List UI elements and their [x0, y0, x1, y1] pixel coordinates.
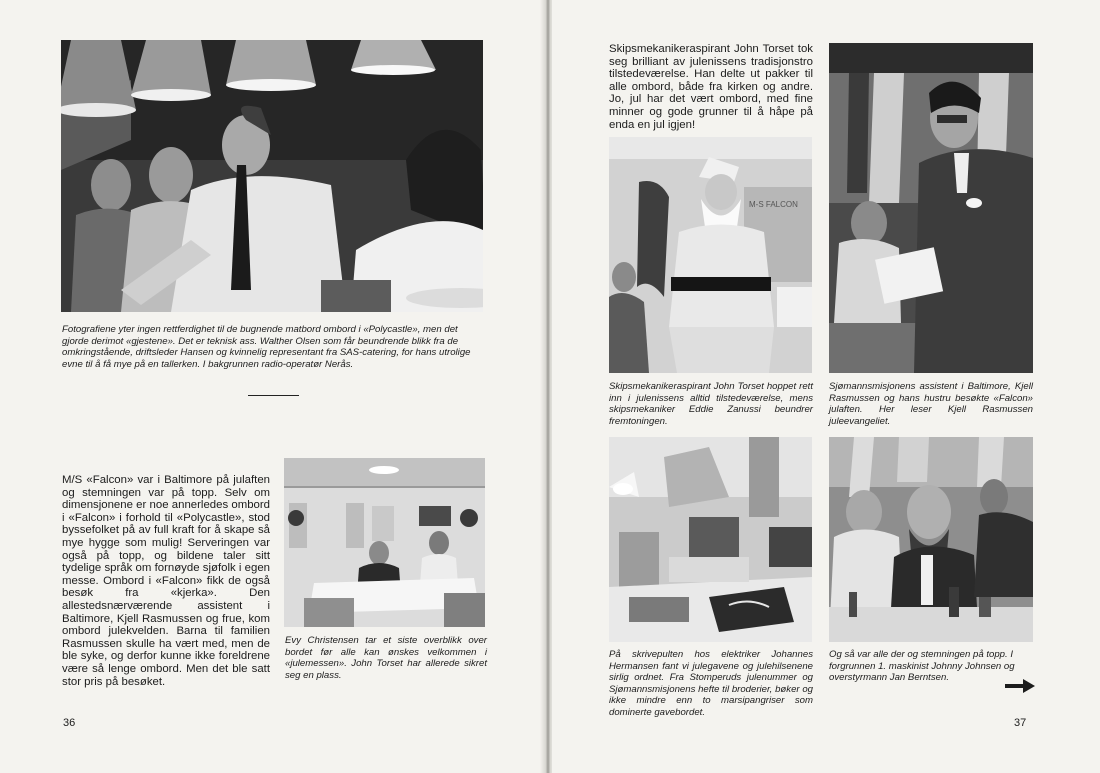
santa-intro-text: Skipsmekanikeraspirant John Torset tok seg brilliant av julenissens tradisjonstro tilstedeværelse. Han delte ut pakker til alle ombord, både fra kirken og andre. Jo, jul har det vært ombord, med fine minner og gode grunner til å håpe på enda en jul igjen!: [609, 43, 813, 131]
party-photo-caption: Og så var alle der og stemningen på topp. I forgrunnen 1. maskinist Johnny Johnsen og overstyrmann Jan Berntsen.: [829, 649, 1015, 684]
section-divider: [248, 395, 299, 396]
buffet-photo: [61, 40, 483, 312]
desk-photo-caption: På skrivepulten hos elektriker Johannes Hermansen fant vi julegavene og julehilsenene sirlig ordnet. Fra Stomperuds julenummer og Sjømannsmisjonens hefte til broderier, bøker og ikke mindre enn to marsipangriser som dominerte gavebordet.: [609, 649, 813, 718]
santa-photo: [609, 137, 812, 373]
falcon-article: M/S «Falcon» var i Baltimore på julaften og stemningen var på topp. Selv om dimensjonene er noe annerledes ombord i «Falcon» i forhold til «Polycastle», stod byssefolket på av full kraft for å skape så mye hygge som mulig! Serveringen var også på topp, og bildene taler sitt tydelige språk om fornøyde sjøfolk i egen messe. Ombord i «Falcon» fikk de også besøk fra «kjerka». Den allestedsnærværende assistent i Baltimore, Kjell Rasmussen og frue, kom ombord julekvelden. Barna til familien Rasmussen skulle ha vært med, men de ble syke, og derfor kunne ikke foreldrene være så lenge ombord. Men det ble satt stor pris på besøket.: [62, 474, 270, 688]
mess-photo-caption: Evy Christensen tar et siste overblikk over bordet før alle kan ønskes velkommen i «julemessen». John Torset har allerede sikret seg en plass.: [285, 635, 487, 681]
page-number-right: 37: [1014, 717, 1027, 729]
party-photo: [829, 437, 1033, 642]
desk-photo: [609, 437, 812, 642]
reading-photo: [829, 43, 1033, 373]
ship-sign-text: M-S FALCON: [749, 200, 798, 209]
continue-arrow-icon: [1005, 679, 1035, 693]
page-number-left: 36: [63, 717, 76, 729]
left-page: [0, 0, 548, 773]
buffet-photo-caption: Fotografiene yter ingen rettferdighet til de bugnende matbord ombord i «Polycastle», men det gjorde derimot «gjestene». Det er teknisk ass. Walther Olsen som får beundrende blikk fra de omkringstående, driftsleder Hansen og kvinnelig representant fra SAS-catering, for hans utrolige evne til å få mye på en tallerken. I bakgrunnen radio-operatør Nerås.: [62, 324, 471, 370]
mess-photo: [284, 458, 485, 627]
right-page: [552, 0, 1100, 773]
santa-photo-caption: Skipsmekanikeraspirant John Torset hoppet rett inn i julenissens alltid tilstedeværelse, mens skipsmekaniker Eddie Zanussi beundrer fremtoningen.: [609, 381, 813, 427]
reading-photo-caption: Sjømannsmisjonens assistent i Baltimore, Kjell Rasmussen og hans hustru besøkte «Falcon» julaften. Her leser Kjell Rasmussen juleevangeliet.: [829, 381, 1033, 427]
